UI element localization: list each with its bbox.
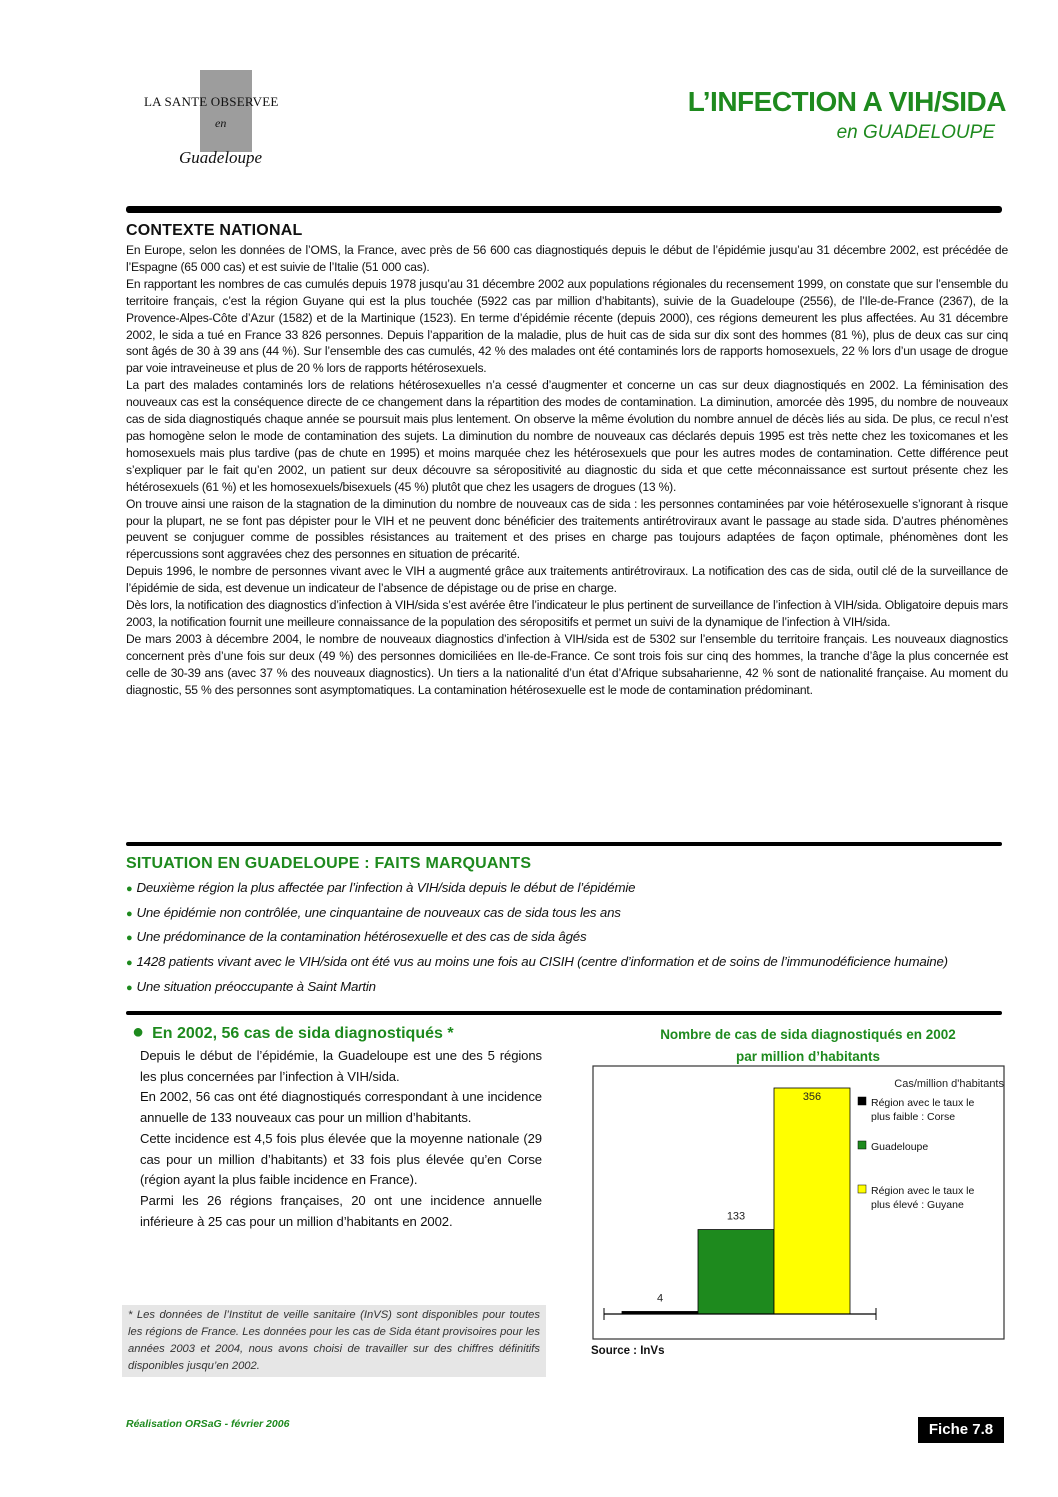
contexte-paragraph: En rapportant les nombres de cas cumulés depuis 1978 jusqu’au 31 décembre 2002 aux populations régionales du recensement 1999, on constate que sur l’ensemble du territoire français, c’est la région Guyane qui est la plus touchée (5922 cas par million d’habitants), suivie de la Guadeloupe (2556), de l’Ile-de-France (2367), de la Provence-Alpes-Côte d’Azur (1582) et de la Martinique (1523). En terme d’épidémie récente (depuis 2000), ces régions demeurent les plus affectées. Au 31 décembre 2002, le sida a tué en France 33 826 personnes. Depuis l’apparition de la maladie, plus de huit cas de sida sur dix sont des hommes (81 %), plus de deux cas sur cinq sont âgés de 30 à 39 ans (44 %). Sur l’ensemble des cas cumulés, 42 % des malades ont été contaminés lors de rapports homosexuels, 22 % lors d’un usage de drogue par voie intraveineuse et plus de 20 % lors de rapports hétérosexuels. [126, 276, 1008, 376]
bullet-icon: ● [126, 907, 133, 920]
bullet-icon: ● [132, 1021, 145, 1043]
data-label: 356 [802, 1091, 822, 1103]
section-title-contexte: CONTEXTE NATIONAL [126, 222, 303, 239]
contexte-paragraph: De mars 2003 à décembre 2004, le nombre de nouveaux diagnostics d’infection à VIH/sida est de 5302 sur l’ensemble du territoire français. Les nouveaux diagnostics concernent près d’une fois sur deux (49 %) des personnes domiciliées en Ile-de-France. Ce sont trois fois sur cinq des hommes, la tranche d’âge la plus concernée est celle de 30-39 ans (avec 37 % des nouveaux diagnostics). Un tiers a la nationalité d’un état d’Afrique subsaharienne, 42 % sont de nationalité française. Au moment du diagnostic, 55 % des personnes sont asymptomatiques. La contamination hétérosexuelle est le mode de contamination prédominant. [126, 631, 1008, 697]
list-item: ● 1428 patients vivant avec le VIH/sida ont été vus au moins une fois au CISIH (centre d’information et de soins de l’immunodéficience humaine) [126, 954, 948, 970]
section-rule [126, 842, 1002, 846]
page-title: L’INFECTION A VIH/SIDA [687, 86, 1006, 117]
legend-swatch [858, 1185, 866, 1193]
bullet-icon: ● [126, 957, 133, 970]
logo-line-1: LA SANTE OBSERVEE [144, 94, 279, 109]
bullet-icon: ● [126, 883, 133, 895]
facts-list [126, 878, 1010, 1001]
footnote: * Les données de l’Institut de veille sanitaire (InVS) sont disponibles pour toutes les régions de France. Les données pour les cas de Sida étant provisoires pour les années 2003 et 2004, nous avons choisi de travailler sur des chiffres définitifs disponibles jusqu’en 2002. [122, 1305, 546, 1377]
section-2002-body [140, 1046, 542, 1232]
legend-label: Guadeloupe [871, 1141, 929, 1153]
legend-label: Région avec le taux le [871, 1097, 975, 1109]
contexte-paragraph: Depuis 1996, le nombre de personnes vivant avec le VIH a augmenté grâce aux traitements antirétroviraux. La notification des cas de sida, outil clé de la surveillance de l’épidémie de sida, est devenue un indicateur de l’absence de dépistage ou de prise en charge. [126, 564, 1008, 596]
paragraph: En 2002, 56 cas ont été diagnostiqués correspondant à une incidence annuelle de 133 nouveaux cas pour un million d’habitants. [140, 1089, 542, 1126]
logo-line-2: en [215, 116, 227, 130]
legend-swatch [858, 1097, 866, 1105]
section-rule [126, 206, 1002, 213]
section-rule [126, 1011, 1002, 1015]
section-title-situation: SITUATION EN GUADELOUPE : FAITS MARQUANTS [126, 855, 532, 872]
paragraph: Depuis le début de l’épidémie, la Guadeloupe est une des 5 régions les plus concernées par l’infection à VIH/sida. [140, 1048, 542, 1084]
paragraph: Cette incidence est 4,5 fois plus élevée que la moyenne nationale (29 cas pour un million d’habitants) et 33 fois plus élevée qu’en Corse (région ayant la plus faible incidence en France). [140, 1130, 542, 1188]
contexte-paragraph: Dès lors, la notification des diagnostics d’infection à VIH/sida s’est avérée être l’indicateur le plus pertinent de surveillance de l’infection à VIH/sida. Obligatoire depuis mars 2003, la notification fournit une meilleure connaissance de la population des séropositifs et permet un suivi de la dynamique de l’infection à VIH/sida. [126, 598, 1008, 629]
logo-background [200, 70, 252, 152]
contexte-paragraph: La part des malades contaminés lors de relations hétérosexuelles n’a cessé d’augmenter et concerne un cas sur deux diagnostiqués en 2002. La féminisation des nouveaux cas est la conséquence directe de ce changement dans la répartition des modes de contamination. La diminution, amorcée dès 1995, du nombre de nouveaux cas de sida diagnostiqués chaque année se poursuit mais plus lentement. On observe la même évolution du nombre annuel de décès liés au sida. De plus, ce recul n’est pas homogène selon le mode de contamination des sujets. La diminution du nombre de nouveaux cas déclarés depuis 1995 est très nette chez les toxicomanes et les homosexuels mais plus tardive (pas de chute en 1995) et moins marquée chez les hétérosexuels que pour les autres modes de contamination. Cette différence peut s’expliquer par le fait qu’en 2002, un patient sur deux découvre sa séropositivité au diagnostic du sida et que cette méconnaissance est surtout présente chez les hétérosexuels (61 %) et les homosexuels/bisexuels (45 %) plutôt que chez les usagers de drogues (13 %). [126, 378, 1008, 494]
bullet-icon: ● [126, 932, 133, 945]
data-label: 4 [656, 1292, 664, 1305]
bullet-icon: ● [126, 981, 133, 994]
chart-title-line: Nombre de cas de sida diagnostiqués en 2002 [660, 1027, 956, 1042]
contexte-body [126, 242, 1008, 698]
page-subtitle: en GUADELOUPE [836, 122, 995, 143]
legend-swatch [858, 1141, 866, 1149]
logo-line-3: Guadeloupe [179, 148, 263, 167]
legend-label: plus faible : Corse [871, 1111, 956, 1123]
list-item: ● Deuxième région la plus affectée par l’infection à VIH/sida depuis le début de l’épidémie [126, 880, 636, 895]
legend-label: Région avec le taux le [871, 1185, 975, 1197]
fiche-badge: Fiche 7.8 [918, 1417, 1004, 1443]
data-label: 133 [726, 1210, 746, 1223]
list-item: ● Une prédominance de la contamination hétérosexuelle et des cas de sida âgés [126, 929, 587, 945]
bar [774, 1088, 850, 1314]
contexte-paragraph: En Europe, selon les données de l’OMS, la France, avec près de 56 600 cas diagnostiqués depuis le début de l’épidémie jusqu’au 31 décembre 2002, est précédée de l’Espagne (65 000 cas) et est suivie de l’Italie (51 000 cas). [126, 243, 1008, 274]
list-item: ● Une situation préoccupante à Saint Martin [126, 978, 376, 994]
chart-title-line: par million d’habitants [735, 1049, 880, 1064]
bar-chart [588, 1064, 1010, 1360]
bar [698, 1230, 774, 1314]
legend-label: plus élevé : Guyane [871, 1199, 964, 1211]
subsection-title-2002: ● En 2002, 56 cas de sida diagnostiqués * [132, 1021, 454, 1043]
paragraph: Parmi les 26 régions françaises, 20 ont une incidence annuelle inférieure à 25 cas pour un million d’habitants en 2002. [140, 1192, 542, 1229]
list-item: ● Une épidémie non contrôlée, une cinquantaine de nouveaux cas de sida tous les ans [126, 904, 621, 920]
legend-title: Cas/million d'habitants [894, 1078, 1004, 1090]
footer-credit: Réalisation ORSaG - février 2006 [126, 1418, 290, 1430]
chart-title [598, 1024, 1018, 1068]
contexte-paragraph: On trouve ainsi une raison de la stagnation de la diminution du nombre de nouveaux cas de sida : les personnes contaminées par voie hétérosexuelle s’ignorant à risque pour la plupart, ne se font pas dépister pour le VIH et ne peuvent donc bénéficier des traitements antirétroviraux avant le passage au stade sida. D’autres phénomènes peuvent se conjuguer comme de possibles résistances au traitement et des prises en charge pas toujours adaptées de façon optimale, phénomènes dont les répercussions sont aggravées chez des personnes en situation de précarité. [126, 496, 1008, 562]
chart-source: Source : InVs [591, 1345, 665, 1357]
